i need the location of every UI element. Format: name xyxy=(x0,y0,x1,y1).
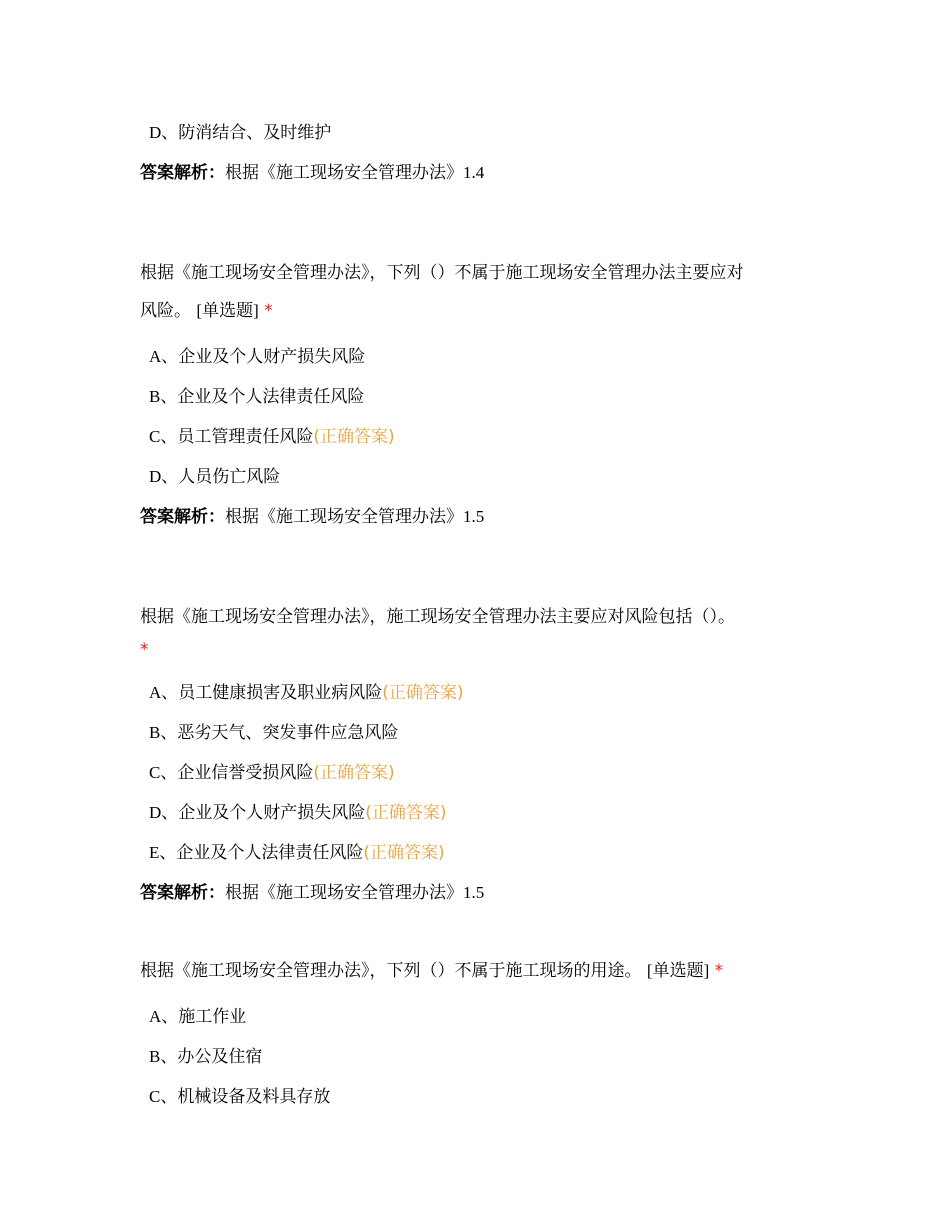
option-text: 企业及个人法律责任风险 xyxy=(177,387,365,407)
analysis-label: 答案解析： xyxy=(140,883,225,903)
question-2-analysis xyxy=(140,881,484,905)
option-letter: B、 xyxy=(149,387,178,406)
question-1-option-b xyxy=(149,385,364,409)
correct-answer-mark: (正确答案) xyxy=(363,843,445,863)
correct-answer-mark: (正确答案) xyxy=(382,683,464,703)
option-text: 企业及个人法律责任风险 xyxy=(176,843,364,863)
question-2-option-e xyxy=(149,841,445,865)
option-letter: A、 xyxy=(149,683,179,702)
question-2-text-line-1 xyxy=(140,605,735,629)
option-letter: A、 xyxy=(149,1007,179,1026)
question-1-option-c xyxy=(149,425,395,449)
question-text: 根据《施工现场安全管理办法》，下列（）不属于施工现场的用途。 xyxy=(140,961,642,981)
question-2-option-d xyxy=(149,801,447,825)
question-3-option-b xyxy=(149,1045,262,1069)
analysis-ref: 1.5 xyxy=(463,507,485,526)
option-letter: C、 xyxy=(149,763,178,782)
option-letter: E、 xyxy=(149,843,177,862)
option-text: 企业及个人财产损失风险 xyxy=(178,803,366,823)
option-text: 企业及个人财产损失风险 xyxy=(178,347,366,367)
question-type-tag: [单选题] xyxy=(196,301,259,320)
question-3-text-line-1 xyxy=(140,959,723,983)
analysis-ref: 1.5 xyxy=(463,883,485,902)
option-letter: A、 xyxy=(149,347,179,366)
analysis-text: 根据《施工现场安全管理办法》 xyxy=(225,507,463,527)
analysis-ref: 1.4 xyxy=(463,163,485,182)
question-3-option-c xyxy=(149,1085,330,1109)
required-mark: * xyxy=(140,640,149,660)
question-2-option-a xyxy=(149,681,464,705)
question-1-analysis xyxy=(140,505,484,529)
question-2-required xyxy=(140,638,149,662)
question-1-option-d xyxy=(149,465,280,489)
option-text: 恶劣天气、突发事件应急风险 xyxy=(177,723,399,743)
question-1-option-a xyxy=(149,345,365,369)
option-letter: D、 xyxy=(149,123,179,142)
analysis-label: 答案解析： xyxy=(140,163,225,183)
correct-answer-mark: (正确答案) xyxy=(313,427,395,447)
option-text: 办公及住宿 xyxy=(177,1047,263,1067)
question-2-option-c xyxy=(149,761,395,785)
correct-answer-mark: (正确答案) xyxy=(313,763,395,783)
option-letter: C、 xyxy=(149,1087,178,1106)
option-text: 机械设备及料具存放 xyxy=(177,1087,331,1107)
option-text: 企业信誉受损风险 xyxy=(177,763,314,783)
option-letter: D、 xyxy=(149,803,179,822)
required-mark: * xyxy=(714,961,724,981)
required-mark: * xyxy=(264,301,273,321)
question-3-option-a xyxy=(149,1005,246,1029)
option-letter: B、 xyxy=(149,723,178,742)
option-text: 人员伤亡风险 xyxy=(178,467,281,487)
option-letter: C、 xyxy=(149,427,178,446)
correct-answer-mark: (正确答案) xyxy=(365,803,447,823)
prev-question-option-d xyxy=(149,121,331,145)
option-text: 防消结合、及时维护 xyxy=(178,123,332,143)
question-text: 根据《施工现场安全管理办法》，施工现场安全管理办法主要应对风险包括（）。 xyxy=(140,607,735,627)
analysis-text: 根据《施工现场安全管理办法》 xyxy=(225,883,463,903)
analysis-text: 根据《施工现场安全管理办法》 xyxy=(225,163,463,183)
question-type-tag: [单选题] xyxy=(646,961,710,980)
prev-question-analysis xyxy=(140,161,484,185)
question-1-text-line-1 xyxy=(140,261,744,285)
option-text: 施工作业 xyxy=(178,1007,247,1027)
option-letter: B、 xyxy=(149,1047,178,1066)
question-text: 根据《施工现场安全管理办法》，下列（）不属于施工现场安全管理办法主要应对 xyxy=(140,263,744,283)
option-text: 员工健康损害及职业病风险 xyxy=(178,683,383,703)
option-letter: D、 xyxy=(149,467,179,486)
option-text: 员工管理责任风险 xyxy=(177,427,314,447)
question-2-option-b xyxy=(149,721,398,745)
question-1-text-line-2 xyxy=(140,299,273,323)
question-text: 风险。 xyxy=(140,301,191,321)
analysis-label: 答案解析： xyxy=(140,507,225,527)
